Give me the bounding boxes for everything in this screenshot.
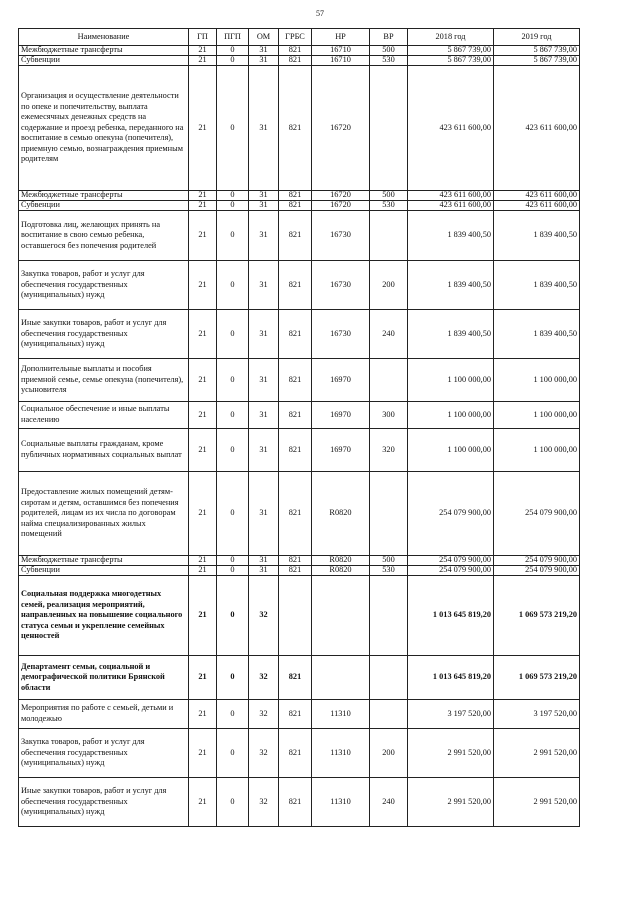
nr-cell: 16730 <box>312 211 370 261</box>
gp-cell: 21 <box>189 429 217 472</box>
amount-2019-cell: 5 867 739,00 <box>494 46 580 56</box>
vr-cell: 240 <box>370 778 408 827</box>
vr-cell: 320 <box>370 429 408 472</box>
pgp-cell: 0 <box>217 261 249 310</box>
pgp-cell: 0 <box>217 191 249 201</box>
vr-cell: 240 <box>370 310 408 359</box>
vr-cell: 200 <box>370 261 408 310</box>
nr-cell: 16730 <box>312 261 370 310</box>
gp-cell: 21 <box>189 472 217 556</box>
table-body <box>19 46 580 827</box>
amount-2019-cell: 423 611 600,00 <box>494 191 580 201</box>
row-name-cell: Социальная поддержка многодетных семей, реализация мероприятий, направленных на повышение социального статуса семьи и укрепление семейных ценностей <box>19 576 189 656</box>
amount-2019-cell: 1 100 000,00 <box>494 402 580 429</box>
row-name-cell: Мероприятия по работе с семьей, детьми и молодежью <box>19 700 189 729</box>
om-cell: 31 <box>249 310 279 359</box>
nr-cell: 11310 <box>312 729 370 778</box>
gp-cell: 21 <box>189 656 217 700</box>
nr-cell: 16710 <box>312 56 370 66</box>
pgp-cell: 0 <box>217 46 249 56</box>
om-cell: 32 <box>249 656 279 700</box>
gp-cell: 21 <box>189 556 217 566</box>
amount-2018-cell: 5 867 739,00 <box>408 46 494 56</box>
row-name-cell: Иные закупки товаров, работ и услуг для обеспечения государственных (муниципальных) нужд <box>19 778 189 827</box>
vr-cell: 530 <box>370 201 408 211</box>
vr-cell <box>370 472 408 556</box>
grbs-cell: 821 <box>279 191 312 201</box>
nr-cell: 16720 <box>312 201 370 211</box>
grbs-cell: 821 <box>279 310 312 359</box>
vr-cell: 200 <box>370 729 408 778</box>
row-name-cell: Социальные выплаты гражданам, кроме публичных нормативных социальных выплат <box>19 429 189 472</box>
row-name-cell: Социальное обеспечение и иные выплаты населению <box>19 402 189 429</box>
nr-cell: 16970 <box>312 429 370 472</box>
amount-2018-cell: 1 839 400,50 <box>408 211 494 261</box>
row-name-cell: Межбюджетные трансферты <box>19 191 189 201</box>
header-vr: ВР <box>370 29 408 46</box>
om-cell: 31 <box>249 66 279 191</box>
grbs-cell: 821 <box>279 700 312 729</box>
amount-2019-cell: 423 611 600,00 <box>494 66 580 191</box>
om-cell: 31 <box>249 201 279 211</box>
amount-2018-cell: 2 991 520,00 <box>408 729 494 778</box>
nr-cell: 16720 <box>312 191 370 201</box>
nr-cell <box>312 656 370 700</box>
amount-2018-cell: 1 013 645 819,20 <box>408 576 494 656</box>
pgp-cell: 0 <box>217 66 249 191</box>
grbs-cell: 821 <box>279 656 312 700</box>
nr-cell <box>312 576 370 656</box>
table-row <box>19 46 580 56</box>
nr-cell: R0820 <box>312 472 370 556</box>
om-cell: 31 <box>249 566 279 576</box>
grbs-cell: 821 <box>279 402 312 429</box>
vr-cell <box>370 656 408 700</box>
pgp-cell: 0 <box>217 656 249 700</box>
amount-2018-cell: 254 079 900,00 <box>408 472 494 556</box>
row-name-cell: Подготовка лиц, желающих принять на воспитание в свою семью ребенка, оставшегося без попечения родителей <box>19 211 189 261</box>
grbs-cell: 821 <box>279 261 312 310</box>
nr-cell: 11310 <box>312 700 370 729</box>
pgp-cell: 0 <box>217 56 249 66</box>
amount-2019-cell: 423 611 600,00 <box>494 201 580 211</box>
vr-cell: 530 <box>370 56 408 66</box>
amount-2019-cell: 3 197 520,00 <box>494 700 580 729</box>
amount-2018-cell: 1 839 400,50 <box>408 261 494 310</box>
header-gp: ГП <box>189 29 217 46</box>
nr-cell: 11310 <box>312 778 370 827</box>
amount-2019-cell: 254 079 900,00 <box>494 556 580 566</box>
table-row <box>19 310 580 359</box>
table-row <box>19 472 580 556</box>
grbs-cell: 821 <box>279 566 312 576</box>
grbs-cell: 821 <box>279 46 312 56</box>
vr-cell: 500 <box>370 556 408 566</box>
nr-cell: R0820 <box>312 556 370 566</box>
pgp-cell: 0 <box>217 201 249 211</box>
row-name-cell: Межбюджетные трансферты <box>19 556 189 566</box>
table-row <box>19 359 580 402</box>
amount-2019-cell: 254 079 900,00 <box>494 566 580 576</box>
row-name-cell: Закупка товаров, работ и услуг для обеспечения государственных (муниципальных) нужд <box>19 729 189 778</box>
gp-cell: 21 <box>189 66 217 191</box>
grbs-cell: 821 <box>279 66 312 191</box>
amount-2018-cell: 1 100 000,00 <box>408 429 494 472</box>
header-pgp: ПГП <box>217 29 249 46</box>
row-name-cell: Предоставление жилых помещений детям-сиротам и детям, оставшимся без попечения родителей, лицам из их числа по договорам найма специализированных жилых помещений <box>19 472 189 556</box>
gp-cell: 21 <box>189 700 217 729</box>
om-cell: 31 <box>249 56 279 66</box>
table-row <box>19 576 580 656</box>
table-row <box>19 66 580 191</box>
grbs-cell: 821 <box>279 729 312 778</box>
amount-2018-cell: 1 100 000,00 <box>408 402 494 429</box>
gp-cell: 21 <box>189 402 217 429</box>
row-name-cell: Дополнительные выплаты и пособия приемной семье, семье опекуна (попечителя), усыновителя <box>19 359 189 402</box>
gp-cell: 21 <box>189 576 217 656</box>
vr-cell: 500 <box>370 46 408 56</box>
nr-cell: R0820 <box>312 566 370 576</box>
vr-cell: 300 <box>370 402 408 429</box>
gp-cell: 21 <box>189 778 217 827</box>
table-row <box>19 56 580 66</box>
table-row <box>19 566 580 576</box>
nr-cell: 16970 <box>312 402 370 429</box>
page-number: 57 <box>316 9 324 18</box>
om-cell: 31 <box>249 429 279 472</box>
amount-2019-cell: 254 079 900,00 <box>494 472 580 556</box>
table-row <box>19 729 580 778</box>
pgp-cell: 0 <box>217 402 249 429</box>
gp-cell: 21 <box>189 566 217 576</box>
grbs-cell <box>279 576 312 656</box>
table-row <box>19 656 580 700</box>
row-name-cell: Закупка товаров, работ и услуг для обеспечения государственных (муниципальных) нужд <box>19 261 189 310</box>
table-row <box>19 700 580 729</box>
pgp-cell: 0 <box>217 556 249 566</box>
grbs-cell: 821 <box>279 201 312 211</box>
header-2019: 2019 год <box>494 29 580 46</box>
pgp-cell: 0 <box>217 700 249 729</box>
gp-cell: 21 <box>189 56 217 66</box>
header-grbs: ГРБС <box>279 29 312 46</box>
row-name-cell: Иные закупки товаров, работ и услуг для обеспечения государственных (муниципальных) нужд <box>19 310 189 359</box>
pgp-cell: 0 <box>217 778 249 827</box>
grbs-cell: 821 <box>279 472 312 556</box>
amount-2018-cell: 423 611 600,00 <box>408 201 494 211</box>
om-cell: 31 <box>249 359 279 402</box>
pgp-cell: 0 <box>217 566 249 576</box>
amount-2018-cell: 423 611 600,00 <box>408 66 494 191</box>
grbs-cell: 821 <box>279 778 312 827</box>
vr-cell <box>370 211 408 261</box>
nr-cell: 16720 <box>312 66 370 191</box>
vr-cell <box>370 576 408 656</box>
vr-cell: 530 <box>370 566 408 576</box>
nr-cell: 16710 <box>312 46 370 56</box>
om-cell: 32 <box>249 700 279 729</box>
header-nr: НР <box>312 29 370 46</box>
table-header-row <box>19 29 580 46</box>
row-name-cell: Департамент семьи, социальной и демографической политики Брянской области <box>19 656 189 700</box>
grbs-cell: 821 <box>279 211 312 261</box>
nr-cell: 16970 <box>312 359 370 402</box>
row-name-cell: Организация и осуществление деятельности по опеке и попечительству, выплата ежемесячных денежных средств на содержание и проезд ребенка, переданного на воспитание в семью опекуна (попечителя), приемную семью, вознаграждения приемным родителям <box>19 66 189 191</box>
pgp-cell: 0 <box>217 576 249 656</box>
amount-2018-cell: 1 013 645 819,20 <box>408 656 494 700</box>
vr-cell: 500 <box>370 191 408 201</box>
amount-2019-cell: 5 867 739,00 <box>494 56 580 66</box>
table-row <box>19 556 580 566</box>
table-row <box>19 261 580 310</box>
amount-2018-cell: 423 611 600,00 <box>408 191 494 201</box>
header-2018: 2018 год <box>408 29 494 46</box>
vr-cell <box>370 359 408 402</box>
amount-2019-cell: 1 839 400,50 <box>494 261 580 310</box>
gp-cell: 21 <box>189 211 217 261</box>
vr-cell <box>370 700 408 729</box>
gp-cell: 21 <box>189 310 217 359</box>
amount-2019-cell: 2 991 520,00 <box>494 729 580 778</box>
row-name-cell: Межбюджетные трансферты <box>19 46 189 56</box>
amount-2018-cell: 1 100 000,00 <box>408 359 494 402</box>
header-om: ОМ <box>249 29 279 46</box>
amount-2019-cell: 1 100 000,00 <box>494 429 580 472</box>
pgp-cell: 0 <box>217 310 249 359</box>
budget-table <box>18 28 580 827</box>
row-name-cell: Субвенции <box>19 201 189 211</box>
amount-2018-cell: 3 197 520,00 <box>408 700 494 729</box>
amount-2019-cell: 1 069 573 219,20 <box>494 656 580 700</box>
pgp-cell: 0 <box>217 211 249 261</box>
row-name-cell: Субвенции <box>19 566 189 576</box>
om-cell: 31 <box>249 46 279 56</box>
gp-cell: 21 <box>189 729 217 778</box>
grbs-cell: 821 <box>279 56 312 66</box>
om-cell: 31 <box>249 191 279 201</box>
om-cell: 31 <box>249 402 279 429</box>
nr-cell: 16730 <box>312 310 370 359</box>
table-row <box>19 402 580 429</box>
header-name: Наименование <box>19 29 189 46</box>
gp-cell: 21 <box>189 46 217 56</box>
amount-2018-cell: 1 839 400,50 <box>408 310 494 359</box>
amount-2019-cell: 1 069 573 219,20 <box>494 576 580 656</box>
table-row <box>19 191 580 201</box>
pgp-cell: 0 <box>217 729 249 778</box>
gp-cell: 21 <box>189 359 217 402</box>
om-cell: 31 <box>249 261 279 310</box>
table-row <box>19 429 580 472</box>
amount-2018-cell: 5 867 739,00 <box>408 56 494 66</box>
amount-2018-cell: 254 079 900,00 <box>408 556 494 566</box>
om-cell: 32 <box>249 729 279 778</box>
row-name-cell: Субвенции <box>19 56 189 66</box>
vr-cell <box>370 66 408 191</box>
gp-cell: 21 <box>189 201 217 211</box>
om-cell: 32 <box>249 576 279 656</box>
gp-cell: 21 <box>189 191 217 201</box>
amount-2018-cell: 254 079 900,00 <box>408 566 494 576</box>
gp-cell: 21 <box>189 261 217 310</box>
pgp-cell: 0 <box>217 472 249 556</box>
om-cell: 31 <box>249 556 279 566</box>
grbs-cell: 821 <box>279 556 312 566</box>
table-row <box>19 211 580 261</box>
table-row <box>19 201 580 211</box>
grbs-cell: 821 <box>279 429 312 472</box>
pgp-cell: 0 <box>217 429 249 472</box>
om-cell: 31 <box>249 211 279 261</box>
pgp-cell: 0 <box>217 359 249 402</box>
table-row <box>19 778 580 827</box>
om-cell: 31 <box>249 472 279 556</box>
amount-2019-cell: 1 839 400,50 <box>494 310 580 359</box>
grbs-cell: 821 <box>279 359 312 402</box>
amount-2018-cell: 2 991 520,00 <box>408 778 494 827</box>
om-cell: 32 <box>249 778 279 827</box>
amount-2019-cell: 2 991 520,00 <box>494 778 580 827</box>
amount-2019-cell: 1 839 400,50 <box>494 211 580 261</box>
amount-2019-cell: 1 100 000,00 <box>494 359 580 402</box>
